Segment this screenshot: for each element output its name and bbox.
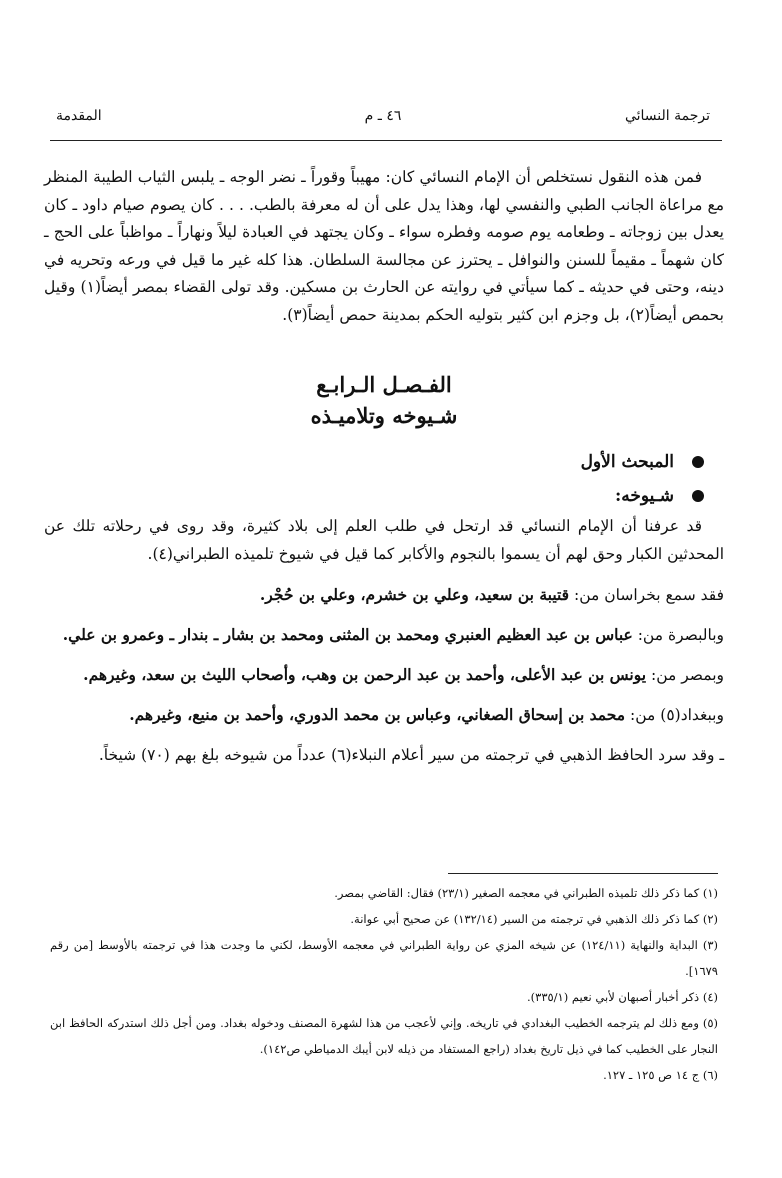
chapter-subtitle: شـيوخه وتلاميـذه: [310, 403, 458, 428]
page-body: [44, 164, 724, 778]
teacher-names: يونس بن عبد الأعلى، وأحمد بن عبد الرحمن بن وهب، وأصحاب الليث بن سعد، وغيرهم.: [83, 665, 647, 684]
teachers-intro: قد عرفنا أن الإمام النسائي قد ارتحل في طلب العلم إلى بلاد كثيرة، وقد روى في رحلاته تلك عن المحدثين الكبار وحق لهم أن يسموا بالنجوم والأكابر كما قيل في شيوخ تلميذه الطبراني(٤).: [44, 517, 724, 563]
bullet-icon: [692, 490, 704, 502]
footnote: (٤) ذكر أخبار أصبهان لأبي نعيم (٣٣٥/١).: [526, 990, 718, 1004]
subsection-heading: [44, 479, 724, 513]
footnote: (٣) البداية والنهاية (١٢٤/١١) عن شيخه المزي عن رواية الطبراني في معجمه الأوسط، لكني ما وجدت هذا في ترجمته بالأوسط [من رقم ١٦٧٩].: [50, 938, 718, 978]
running-header: [56, 108, 710, 138]
footnote: (٥) ومع ذلك لم يترجمه الخطيب البغدادي في تاريخه. وإني لأعجب من هذا لشهرة المصنف ودخوله بغداد. ومن أجل ذلك استدركه الحافظ ابن النجار على الخطيب كما في ذيل تاريخ بغداد (راجع المستفاد من ذيله لابن أيبك الدمياطي ص١٤٢).: [50, 1016, 718, 1056]
subsection-heading-text: شـيوخه:: [614, 486, 674, 506]
section-heading-text: المبحث الأول: [580, 452, 674, 472]
bullet-icon: [692, 456, 704, 468]
teacher-entry: [44, 658, 724, 692]
teacher-city: وبمصر من:: [646, 666, 724, 684]
closing-paragraph: ـ وقد سرد الحافظ الذهبي في ترجمته من سير أعلام النبلاء(٦) عدداً من شيوخه بلغ بهم (٧٠) شيخاً.: [98, 746, 724, 764]
teacher-entry: [44, 698, 724, 732]
chapter-title: الفـصـل الـرابـع: [316, 372, 452, 397]
footnote: (٦) ج ١٤ ص ١٢٥ ـ ١٢٧.: [603, 1068, 718, 1082]
teacher-entry: [44, 578, 724, 612]
header-book-title: ترجمة النسائي: [624, 108, 710, 124]
teacher-names: محمد بن إسحاق الصغاني، وعباس بن محمد الدوري، وأحمد بن منيع، وغيرهم.: [129, 705, 626, 724]
teacher-city: فقد سمع بخراسان من:: [569, 586, 724, 604]
footnote-rule: [448, 873, 718, 874]
header-section-title: المقدمة: [56, 108, 102, 124]
footnote: (٢) كما ذكر ذلك الذهبي في ترجمته من السير (١٣٢/١٤) عن صحيح أبي عوانة.: [350, 912, 718, 926]
page-number: ٤٦ ـ م: [364, 108, 402, 124]
chapter-heading: [44, 369, 724, 431]
teacher-city: وبالبصرة من:: [632, 626, 724, 644]
section-heading: [44, 445, 724, 479]
teacher-city: وببغداد(٥) من:: [625, 706, 724, 724]
footnotes: [50, 880, 718, 1088]
header-rule: [50, 140, 722, 141]
teacher-names: عباس بن عبد العظيم العنبري ومحمد بن المثنى ومحمد بن بشار ـ بندار ـ وعمرو بن علي.: [62, 625, 633, 644]
footnote: (١) كما ذكر ذلك تلميذه الطبراني في معجمه الصغير (٢٣/١) فقال: القاضي بمصر.: [334, 886, 718, 900]
teacher-names: قتيبة بن سعيد، وعلي بن خشرم، وعلي بن حُجْر.: [259, 585, 570, 604]
teacher-entry: [44, 618, 724, 652]
intro-paragraph: فمن هذه النقول نستخلص أن الإمام النسائي كان: مهيباً وقوراً ـ نضر الوجه ـ يلبس الثياب الطيبة المنظر مع مراعاة الجانب الطبي والنفسي لها، وهذا يدل على أن له معرفة بالطب. . . . كان يصوم صيام داود ـ كان يعدل بين زوجاته ـ وطعامه يوم صومه وفطره سواء ـ وكان يجتهد في العبادة ليلاً ونهاراً ـ مواظباً على الحج ـ كان شهماً ـ مقيماً للسنن والنوافل ـ يحترز عن مجالسة السلطان. هذا كله غير ما قيل في ورعه وتحريه في دينه، وحتى في حديثه ـ كما سيأتي في روايته عن الحارث بن مسكين. وقد تولى القضاء بمصر أيضاً(١) وقيل بحمص أيضاً(٢)، بل وجزم ابن كثير بتوليه الحكم بمدينة حمص أيضاً(٣).: [44, 168, 724, 324]
